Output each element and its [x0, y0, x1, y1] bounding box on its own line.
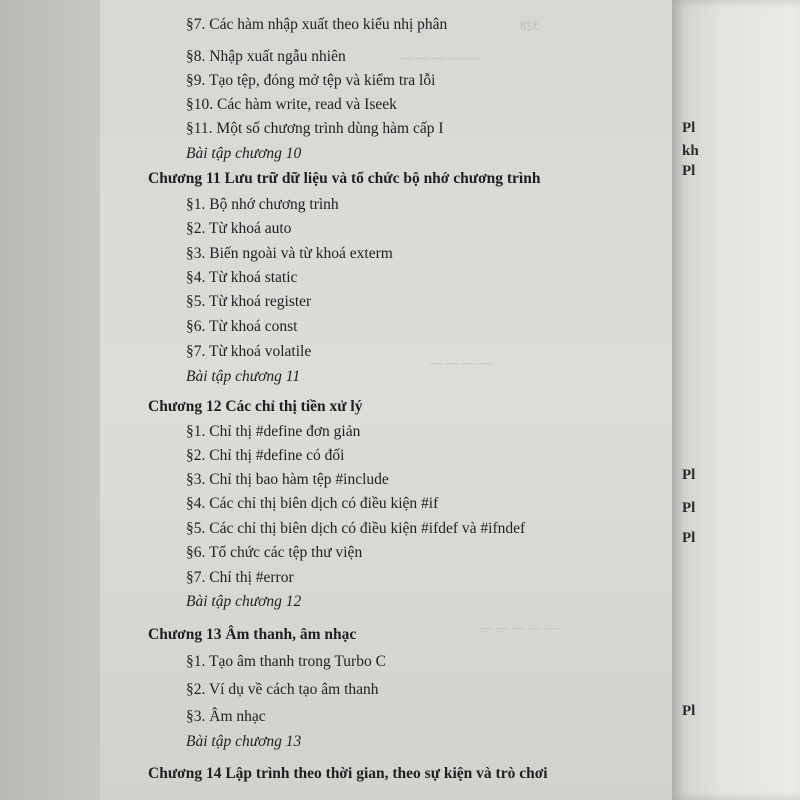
- toc-label: §2. Từ khoá auto: [186, 220, 292, 237]
- toc-label: §6. Tổ chức các tệp thư viện: [186, 544, 363, 561]
- toc-label: §1. Tạo âm thanh trong Turbo C: [186, 653, 386, 670]
- toc-label: §4. Các chỉ thị biên dịch có điều kiện #if: [186, 495, 439, 512]
- bleed-through-text: — — — — —: [400, 50, 478, 65]
- toc-label: §8. Nhập xuất ngẫu nhiên: [186, 48, 346, 65]
- toc-label: Chương 14 Lập trình theo thời gian, theo sự kiện và trò chơi: [148, 765, 548, 782]
- toc-label: §9. Tạo tệp, đóng mở tệp và kiểm tra lỗi: [186, 72, 436, 89]
- toc-label: §2. Chỉ thị #define có đối: [186, 447, 345, 464]
- toc-label: Chương 13 Âm thanh, âm nhạc: [148, 626, 357, 643]
- toc-label: §2. Ví dụ về cách tạo âm thanh: [186, 681, 379, 698]
- toc-label: §7. Chỉ thị #error: [186, 569, 294, 586]
- toc-label: Bài tập chương 10: [186, 145, 302, 162]
- toc-label: §5. Các chỉ thị biên dịch có điều kiện #ifdef và #ifndef: [186, 520, 526, 537]
- facing-page-fragment: Pl: [682, 467, 696, 483]
- facing-page-fragment: Pl: [682, 703, 696, 719]
- toc-label: §1. Chỉ thị #define đơn giản: [186, 423, 361, 440]
- toc-label: §5. Từ khoá register: [186, 293, 312, 310]
- facing-page-edge: [672, 0, 800, 800]
- toc-label: Chương 11 Lưu trữ dữ liệu và tổ chức bộ nhớ chương trình: [148, 170, 541, 187]
- toc-label: §6. Từ khoá const: [186, 318, 298, 335]
- facing-page-fragment: Pl: [682, 163, 696, 179]
- bleed-through-text: — — — — —: [480, 620, 558, 635]
- facing-page-fragment: Pl: [682, 500, 696, 516]
- toc-label: §3. Chỉ thị bao hàm tệp #include: [186, 471, 389, 488]
- toc-label: §10. Các hàm write, read và Iseek: [186, 96, 397, 113]
- toc-label: Chương 12 Các chỉ thị tiền xử lý: [148, 398, 363, 415]
- book-page: [100, 0, 700, 800]
- bleed-through-text: 328: [520, 18, 540, 33]
- toc-label: §7. Từ khoá volatile: [186, 343, 312, 360]
- bleed-through-text: — — — —: [430, 355, 492, 370]
- toc-label: §3. Biến ngoài và từ khoá exterm: [186, 245, 393, 262]
- left-page-edge: [0, 0, 108, 800]
- toc-label: §7. Các hàm nhập xuất theo kiểu nhị phân: [186, 16, 448, 33]
- toc-label: §3. Âm nhạc: [186, 708, 266, 725]
- toc-label: §4. Từ khoá static: [186, 269, 298, 286]
- toc-label: §11. Một số chương trình dùng hàm cấp I: [186, 120, 444, 137]
- toc-label: Bài tập chương 13: [186, 733, 302, 750]
- facing-page-fragment: Pl: [682, 120, 696, 136]
- toc-label: §1. Bộ nhớ chương trình: [186, 196, 339, 213]
- toc-label: Bài tập chương 12: [186, 593, 302, 610]
- facing-page-fragment: kh: [682, 143, 699, 159]
- facing-page-fragment: Pl: [682, 530, 696, 546]
- toc-label: Bài tập chương 11: [186, 368, 301, 385]
